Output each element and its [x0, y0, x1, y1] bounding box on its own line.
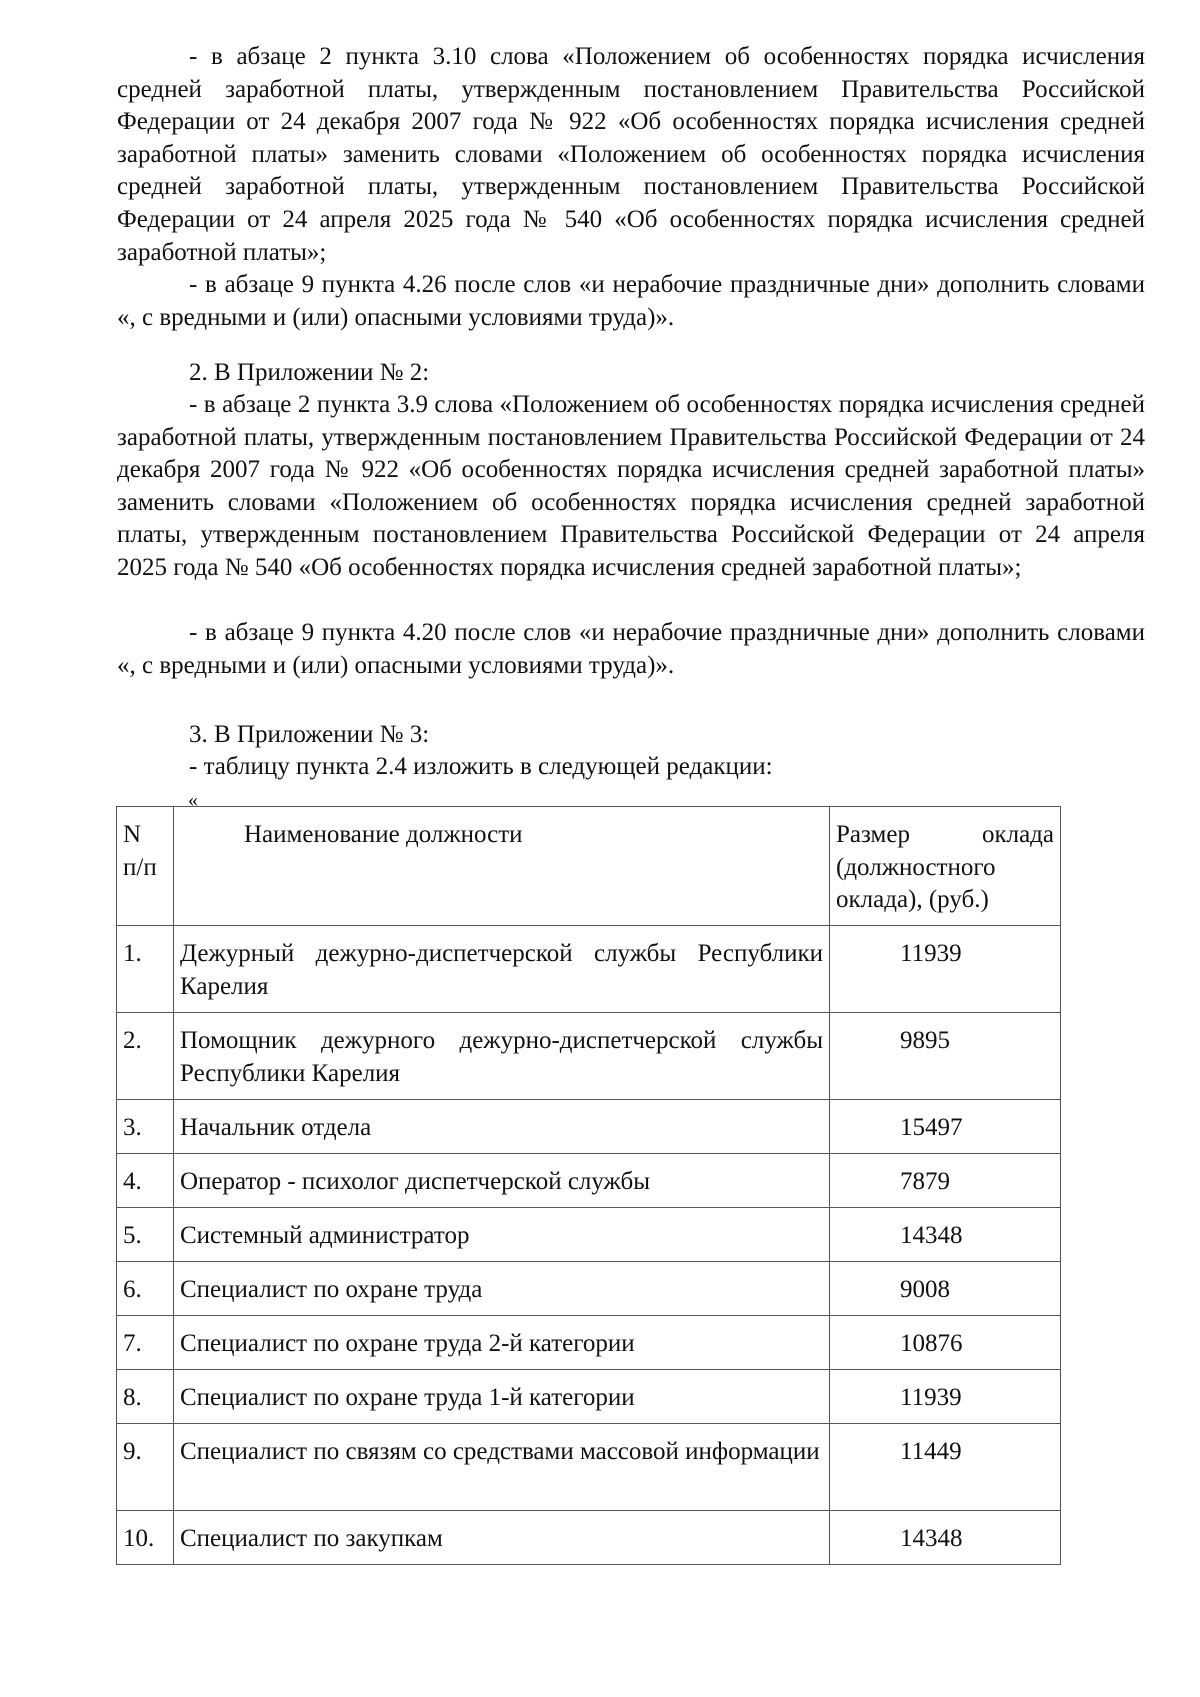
row-position-name: Специалист по связям со средствами массовой информации: [174, 1424, 830, 1511]
row-position-name: Начальник отдела: [174, 1100, 830, 1154]
row-salary-value: 10876: [830, 1316, 1061, 1370]
row-position-name: Оператор - психолог диспетчерской службы: [174, 1154, 830, 1208]
paragraph-clause-4-20: - в абзаце 9 пункта 4.20 после слов «и нерабочие праздничные дни» дополнить словами «, с вредными и (или) опасными условиями труда)».: [117, 619, 1145, 679]
table-row: [117, 926, 1061, 1013]
row-number: 2.: [117, 1013, 174, 1100]
table-row: [117, 1013, 1061, 1100]
row-position-name: Дежурный дежурно-диспетчерской службы Республики Карелия: [174, 926, 830, 1013]
table-row: [117, 1316, 1061, 1370]
row-salary-value: 15497: [830, 1100, 1061, 1154]
row-position-name: Системный администратор: [174, 1208, 830, 1262]
header-salary: Размер оклада (должностного оклада), (руб.): [830, 807, 1061, 926]
table-row: [117, 1208, 1061, 1262]
table-header-row: [117, 807, 1061, 926]
table-row: [117, 1262, 1061, 1316]
row-salary-value: 11449: [830, 1424, 1061, 1511]
row-salary-value: 14348: [830, 1511, 1061, 1565]
table-row: [117, 1511, 1061, 1565]
row-number: 6.: [117, 1262, 174, 1316]
table-row: [117, 1100, 1061, 1154]
paragraph-clause-3-10: - в абзаце 2 пункта 3.10 слова «Положением об особенностях порядка исчисления средней заработной платы, утвержденным постановлением Правительства Российской Федерации от 24 декабря 2007 года № 922 «Об особенностях порядка исчисления средней заработной платы» заменить словами «Положением об особенностях порядка исчисления средней заработной платы, утвержденным постановлением Правительства Российской Федерации от 24 апреля 2025 года № 540 «Об особенностях порядка исчисления средней заработной платы»;: [117, 43, 1145, 266]
row-number: 9.: [117, 1424, 174, 1511]
salary-table: [116, 806, 1061, 1565]
row-position-name: Специалист по закупкам: [174, 1511, 830, 1565]
row-position-name: Специалист по охране труда 2-й категории: [174, 1316, 830, 1370]
row-salary-value: 11939: [830, 1370, 1061, 1424]
table-row: [117, 1154, 1061, 1208]
header-position-name: Наименование должности: [174, 807, 830, 926]
row-salary-value: 14348: [830, 1208, 1061, 1262]
table-row: [117, 1370, 1061, 1424]
row-salary-value: 11939: [830, 926, 1061, 1013]
row-position-name: Специалист по охране труда 1-й категории: [174, 1370, 830, 1424]
opening-quote: «: [188, 789, 198, 811]
row-position-name: Специалист по охране труда: [174, 1262, 830, 1316]
table-row: [117, 1424, 1061, 1511]
heading-appendix-3: 3. В Приложении № 3:: [189, 721, 430, 748]
row-number: 8.: [117, 1370, 174, 1424]
heading-appendix-2: 2. В Приложении № 2:: [189, 359, 430, 386]
row-number: 7.: [117, 1316, 174, 1370]
paragraph-clause-4-26: - в абзаце 9 пункта 4.26 после слов «и нерабочие праздничные дни» дополнить словами «, с вредными и (или) опасными условиями труда)».: [117, 271, 1145, 331]
header-number: N п/п: [117, 807, 174, 926]
row-number: 4.: [117, 1154, 174, 1208]
row-number: 1.: [117, 926, 174, 1013]
row-salary-value: 9895: [830, 1013, 1061, 1100]
row-position-name: Помощник дежурного дежурно-диспетчерской службы Республики Карелия: [174, 1013, 830, 1100]
row-salary-value: 9008: [830, 1262, 1061, 1316]
paragraph-clause-3-9: - в абзаце 2 пункта 3.9 слова «Положением об особенностях порядка исчисления средней заработной платы, утвержденным постановлением Правительства Российской Федерации от 24 декабря 2007 года № 922 «Об особенностях порядка исчисления средней заработной платы» заменить словами «Положением об особенностях порядка исчисления средней заработной платы, утвержденным постановлением Правительства Российской Федерации от 24 апреля 2025 года № 540 «Об особенностях порядка исчисления средней заработной платы»;: [117, 391, 1145, 581]
row-salary-value: 7879: [830, 1154, 1061, 1208]
table-intro-line: - таблицу пункта 2.4 изложить в следующей редакции:: [189, 753, 773, 780]
row-number: 3.: [117, 1100, 174, 1154]
row-number: 10.: [117, 1511, 174, 1565]
row-number: 5.: [117, 1208, 174, 1262]
